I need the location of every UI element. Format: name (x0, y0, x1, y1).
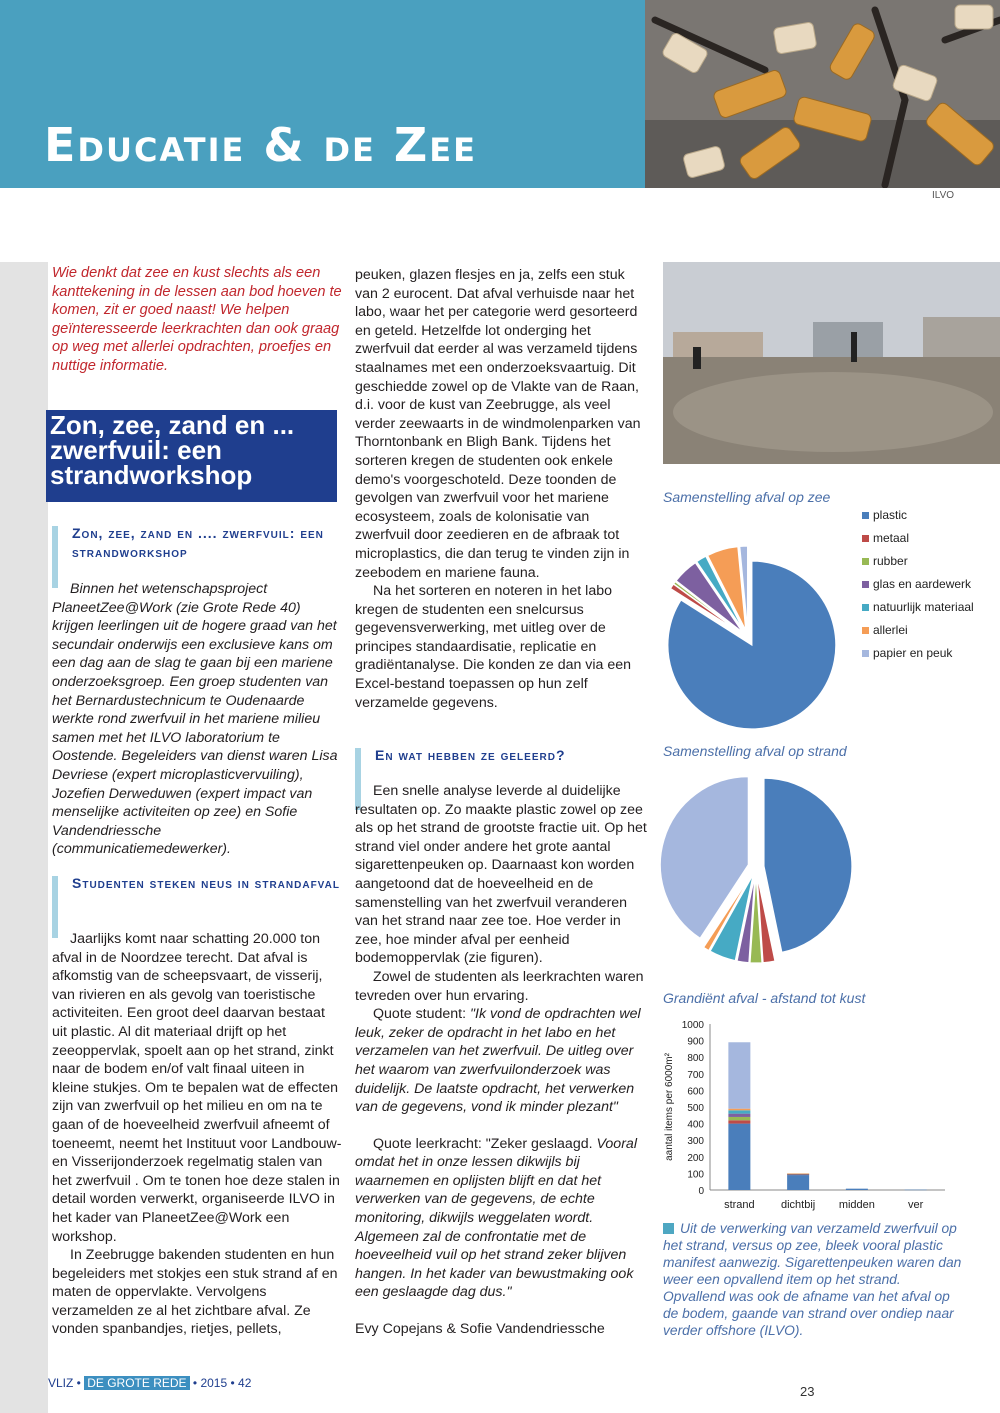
section-heading (52, 874, 342, 893)
legend-swatch (862, 650, 869, 657)
section-bar (52, 876, 58, 938)
chart-legend (862, 508, 974, 669)
bar-segment-strand (728, 1117, 750, 1120)
x-tick-label: dichtbij (781, 1199, 816, 1211)
bar-segment-strand (728, 1120, 750, 1123)
legend-label: glas en aardewerk (873, 577, 972, 591)
section-title: Studenten steken neus in strandafval (72, 875, 340, 891)
bar-segment-strand (728, 1109, 750, 1111)
y-tick-label: 600 (687, 1086, 704, 1098)
legend-label: natuurlijk materiaal (873, 600, 974, 614)
legend-item (862, 646, 974, 669)
y-tick-label: 400 (687, 1119, 704, 1131)
paragraph: Zowel de studenten als leerkrachten waren tevreden over hun ervaring. (355, 968, 644, 1004)
quote-teacher (355, 1135, 647, 1302)
article-heading: Zon, zee, zand en ... zwerfvuil: een strandworkshop (46, 410, 337, 502)
legend-swatch (862, 604, 869, 611)
y-tick-label: 700 (687, 1069, 704, 1081)
footer-magazine: DE GROTE REDE (84, 1376, 189, 1390)
y-tick-label: 500 (687, 1103, 704, 1114)
legend-item (862, 531, 974, 554)
legend-label: allerlei (873, 623, 908, 637)
chart-title: Grandiënt afval - afstand tot kust (663, 990, 866, 1006)
footer-issue: 42 (238, 1376, 252, 1390)
pie-slice-plastic (764, 778, 852, 952)
bar-segment-strand (728, 1042, 750, 1108)
pie-chart-strand (660, 762, 890, 974)
footer-org: VLIZ (48, 1376, 74, 1390)
bar-segment-ver (905, 1190, 927, 1191)
section-title: Zon, zee, zand en .... zwerfvuil: een strandworkshop (72, 525, 324, 560)
y-axis-label: aantal items per 6000m² (664, 1053, 675, 1161)
legend-item (862, 554, 974, 577)
paragraph: In Zeebrugge bakenden studenten en hun begeleiders met stokjes een stuk strand af en maten de oppervlakte. Vervolgens verzamelden ze al het zichtbare afval. Ze vonden spanbandjes, rietjes, pellets, (52, 1247, 338, 1338)
section-bar (52, 526, 58, 588)
section-heading (355, 746, 647, 765)
column-2-top (355, 266, 647, 712)
section-heading (52, 524, 342, 562)
bar-segment-strand (728, 1124, 750, 1190)
footer: VLIZ • DE GROTE REDE • 2015 • 42 (48, 1376, 252, 1390)
y-tick-label: 1000 (681, 1020, 704, 1031)
section1-body (52, 580, 342, 859)
legend-swatch (862, 627, 869, 634)
beach-photo (663, 262, 1000, 464)
y-tick-label: 0 (698, 1186, 704, 1197)
chart-title: Samenstelling afval op strand (663, 743, 847, 759)
bar-segment-midden (846, 1189, 868, 1190)
pie-chart-zee (660, 508, 860, 730)
x-tick-label: midden (838, 1199, 875, 1211)
legend-swatch (862, 558, 869, 565)
legend-label: metaal (873, 531, 910, 545)
x-tick-label: ver (907, 1199, 924, 1211)
caption-marker (663, 1223, 674, 1234)
legend-label: plastic (873, 508, 908, 522)
legend-item (862, 508, 974, 531)
legend-swatch (862, 512, 869, 519)
column-2-bottom (355, 782, 647, 1339)
authors: Evy Copejans & Sofie Vandendriessche (355, 1321, 605, 1338)
quote-text: "Ik vond de opdrachten wel leuk, zeker de opdracht in het labo en het verzamelen van het zwerfvuil. De uitleg over het waarom van zwerfvuilonderzoek was duidelijk. De laatste opdracht, het verwerken van de gegevens, vond ik minder plezant" (355, 1006, 641, 1116)
legend-label: rubber (873, 554, 908, 568)
bar-segment-strand (728, 1114, 750, 1117)
figure-caption (663, 1220, 963, 1339)
y-tick-label: 900 (687, 1036, 704, 1048)
paragraph: Na het sorteren en noteren in het labo kregen de studenten een snelcursus gegevensverwerking, met uitleg over de principes standaardisatie, replicatie en gradiëntanalyse. Die konden ze dan via een Excel-bestand toepassen op hun zelf verzamelde gegevens. (355, 583, 632, 711)
bar-segment-strand (728, 1110, 750, 1113)
paragraph: Een snelle analyse leverde al duidelijke resultaten op. Zo maakte plastic zowel op zee als op het strand de grootste fractie uit. Op het strand viel onder andere het grote aantal sigarettenpeuken op. Daarnaast kon worden aangetoond dat de hoeveelheid en de samenstelling van het zwerfvuil veranderen van het strand naar zee toe. Hoe verder in zee, hoe minder afval per eenheid bodemoppervlak (zie figuren). (355, 783, 647, 967)
y-tick-label: 200 (687, 1152, 704, 1164)
chart-title: Samenstelling afval op zee (663, 489, 831, 505)
legend-item (862, 600, 974, 623)
page-title: Educatie & de Zee (44, 118, 477, 172)
y-tick-label: 800 (687, 1053, 704, 1065)
photo-credit: ILVO (932, 190, 955, 201)
paragraph: peuken, glazen flesjes en ja, zelfs een stuk van 2 eurocent. Dat afval verhuisde naar het labo, waar het per categorie werd gesorteerd en geteld. Hetzelfde lot onderging het zwerfvuil dat eerder al was verzameld tijdens staalnames met een onderzoeksvaartuig. Dit geschiedde zowel op de Vlakte van de Raan, d.i. voor de kust van Zeebrugge, als veel verder zeewaarts in de windmolenparken van Thorntonbank en Bligh Bank. Tijdens het sorteren kregen de studenten ook enkele demo's voorgeschoteld. Deze toonden de gevolgen van zwerfvuil voor het mariene ecosysteem, zoals de kolonisatie van zwerfvuil door zeedieren en de afbraak tot microplastics, die dan terug te vinden zijn in zeebodem en mariene fauna. (355, 267, 641, 581)
quote-lead: Quote leerkracht: "Zeker geslaagd. (373, 1135, 597, 1152)
legend-swatch (862, 535, 869, 542)
section2-body (52, 930, 342, 1339)
caption-text: Uit de verwerking van verzameld zwerfvuil op het strand, versus op zee, bleek vooral plastic manifest aanwezig. Sigarettenpeuken waren dan weer een opvallend item op het strand. Opvallend was ook de afname van het afval op de bodem, gaande van strand over ondiep naar verder offshore (ILVO). (663, 1221, 962, 1338)
y-tick-label: 300 (687, 1136, 704, 1148)
bar-segment-dichtbij (787, 1173, 809, 1174)
section-title: En wat hebben ze geleerd? (375, 747, 566, 763)
paragraph: Jaarlijks komt naar schatting 20.000 ton afval in de Noordzee terecht. Dat afval is afkomstig van de scheepsvaart, de visserij, van rivieren en als gevolg van toeristische activiteiten. Een groot deel daarvan bestaat uit plastic. Al dit materiaal drijft op het zeeoppervlak, spoelt aan op het strand, zinkt naar de bodem en/of valt finaal uiteen in kleine stukjes. Om te bepalen wat de effecten zijn van zwerfvuil op het milieu en om na te gaan of de hoeveelheid zwerfvuil afneemt of toeneemt, neemt het Instituut voor Landbouw- en Visserijonderzoek regelmatig stalen van het zwerfvuil . Om te tonen hoe deze stalen in detail worden verwerkt, organiseerde ILVO in het kader van PlaneetZee@Work een workshop. (52, 931, 342, 1245)
quote-student (355, 1005, 647, 1117)
legend-item (862, 623, 974, 646)
x-tick-label: strand (724, 1199, 755, 1211)
paragraph: Binnen het wetenschapsproject PlaneetZee@Work (zie Grote Rede 40) krijgen leerlingen uit de hogere graad van het secundair onderwijs een exclusieve kans om een dag aan de slag te gaan bij een mariene onderzoeksgroep. Een groep studenten van het Bernardustechnicum te Oudenaarde werkte rond zwerfvuil in het mariene milieu samen met het ILVO laboratorium te Oostende. Begeleiders van dienst waren Lisa Devriese (expert microplasticvervuiling), Jozefien Derweduwen (expert impact van menselijke activiteiten op zee) en Sofie Vandendriessche (communicatiemedewerker). (52, 581, 338, 858)
legend-label: papier en peuk (873, 646, 953, 660)
quote-text: Vooral omdat het in onze lessen dikwijls bij waarnemen en oplijsten blijft en dat het verwerken van de gegevens, de echte monitoring, dikwijls weggelaten wordt. Algemeen zal de confrontatie met de hoeveelheid vuil op het strand zeker blijven hangen. In het kader van bewustmaking ook een geslaagde dag dus." (355, 1135, 637, 1301)
y-tick-label: 100 (687, 1169, 704, 1181)
legend-swatch (862, 581, 869, 588)
intro-text: Wie denkt dat zee en kust slechts als een kanttekening in de lessen aan bod hoeven te komen, zit er goed naast! We helpen geïnteresseerde leerkrachten dan ook graag op weg met allerlei opdrachten, proefjes en nuttige informatie. (52, 265, 342, 374)
quote-lead: Quote student: (373, 1006, 471, 1023)
bar-segment-dichtbij (787, 1175, 809, 1190)
footer-year: 2015 (200, 1376, 228, 1390)
legend-item (862, 577, 974, 600)
side-bar (0, 262, 48, 1413)
cigarette-butts-photo (645, 0, 1000, 188)
page-number: 23 (800, 1384, 815, 1399)
bar-chart-gradient (660, 1012, 960, 1217)
